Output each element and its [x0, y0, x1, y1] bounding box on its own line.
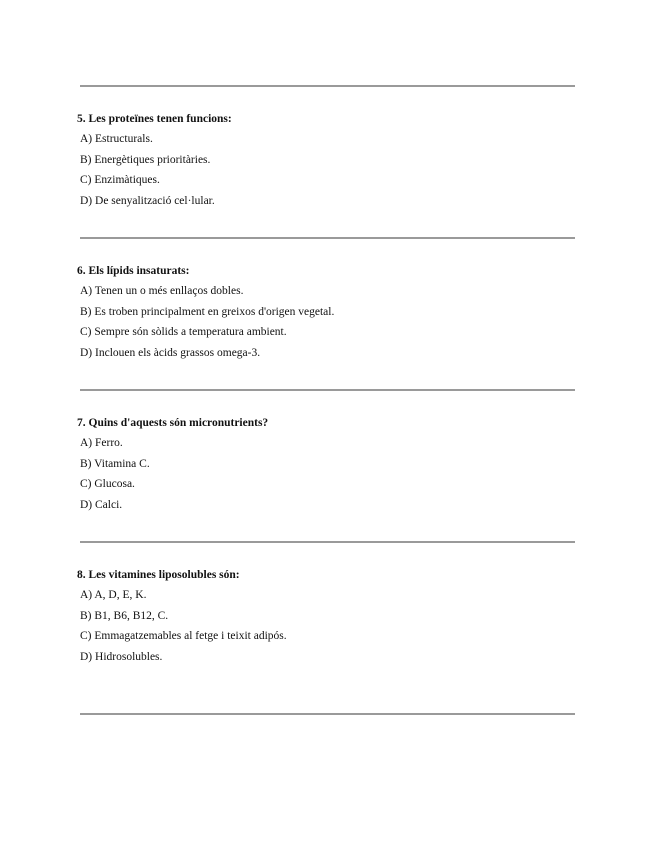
- question-5-title: 5. Les proteïnes tenen funcions:: [77, 113, 232, 125]
- question-7-option-b: B) Vitamina C.: [80, 457, 150, 470]
- question-6: [77, 264, 577, 366]
- question-5-option-a: A) Estructurals.: [80, 133, 153, 145]
- question-7-option-a: A) Ferro.: [80, 437, 123, 449]
- question-5-option-d: D) De senyalització cel·lular.: [80, 194, 215, 207]
- divider-after-question-5: [80, 237, 575, 239]
- question-7: [77, 416, 577, 518]
- divider-top: [80, 85, 575, 87]
- question-8: [77, 568, 577, 670]
- question-6-option-d: D) Inclouen els àcids grassos omega-3.: [80, 346, 261, 359]
- question-7-title: 7. Quins d'aquests són micronutrients?: [77, 417, 269, 429]
- question-8-option-b: B) B1, B6, B12, C.: [80, 609, 169, 622]
- question-7-option-c: C) Glucosa.: [80, 478, 135, 490]
- question-6-title: 6. Els lípids insaturats:: [77, 265, 190, 277]
- question-5: [77, 112, 577, 214]
- question-6-option-b: B) Es troben principalment en greixos d'origen vegetal.: [80, 305, 335, 318]
- question-6-option-a: A) Tenen un o més enllaços dobles.: [80, 285, 244, 297]
- question-8-title: 8. Les vitamines liposolubles són:: [77, 569, 240, 581]
- divider-after-question-6: [80, 389, 575, 391]
- question-5-option-c: C) Enzimàtiques.: [80, 174, 160, 186]
- divider-bottom: [80, 713, 575, 715]
- divider-after-question-7: [80, 541, 575, 543]
- question-8-option-a: A) A, D, E, K.: [80, 589, 147, 601]
- question-6-option-c: C) Sempre són sòlids a temperatura ambient.: [80, 326, 287, 338]
- question-7-option-d: D) Calci.: [80, 498, 123, 511]
- question-5-option-b: B) Energètiques prioritàries.: [80, 153, 211, 166]
- question-8-option-d: D) Hidrosolubles.: [80, 650, 163, 663]
- question-8-option-c: C) Emmagatzemables al fetge i teixit adipós.: [80, 630, 287, 642]
